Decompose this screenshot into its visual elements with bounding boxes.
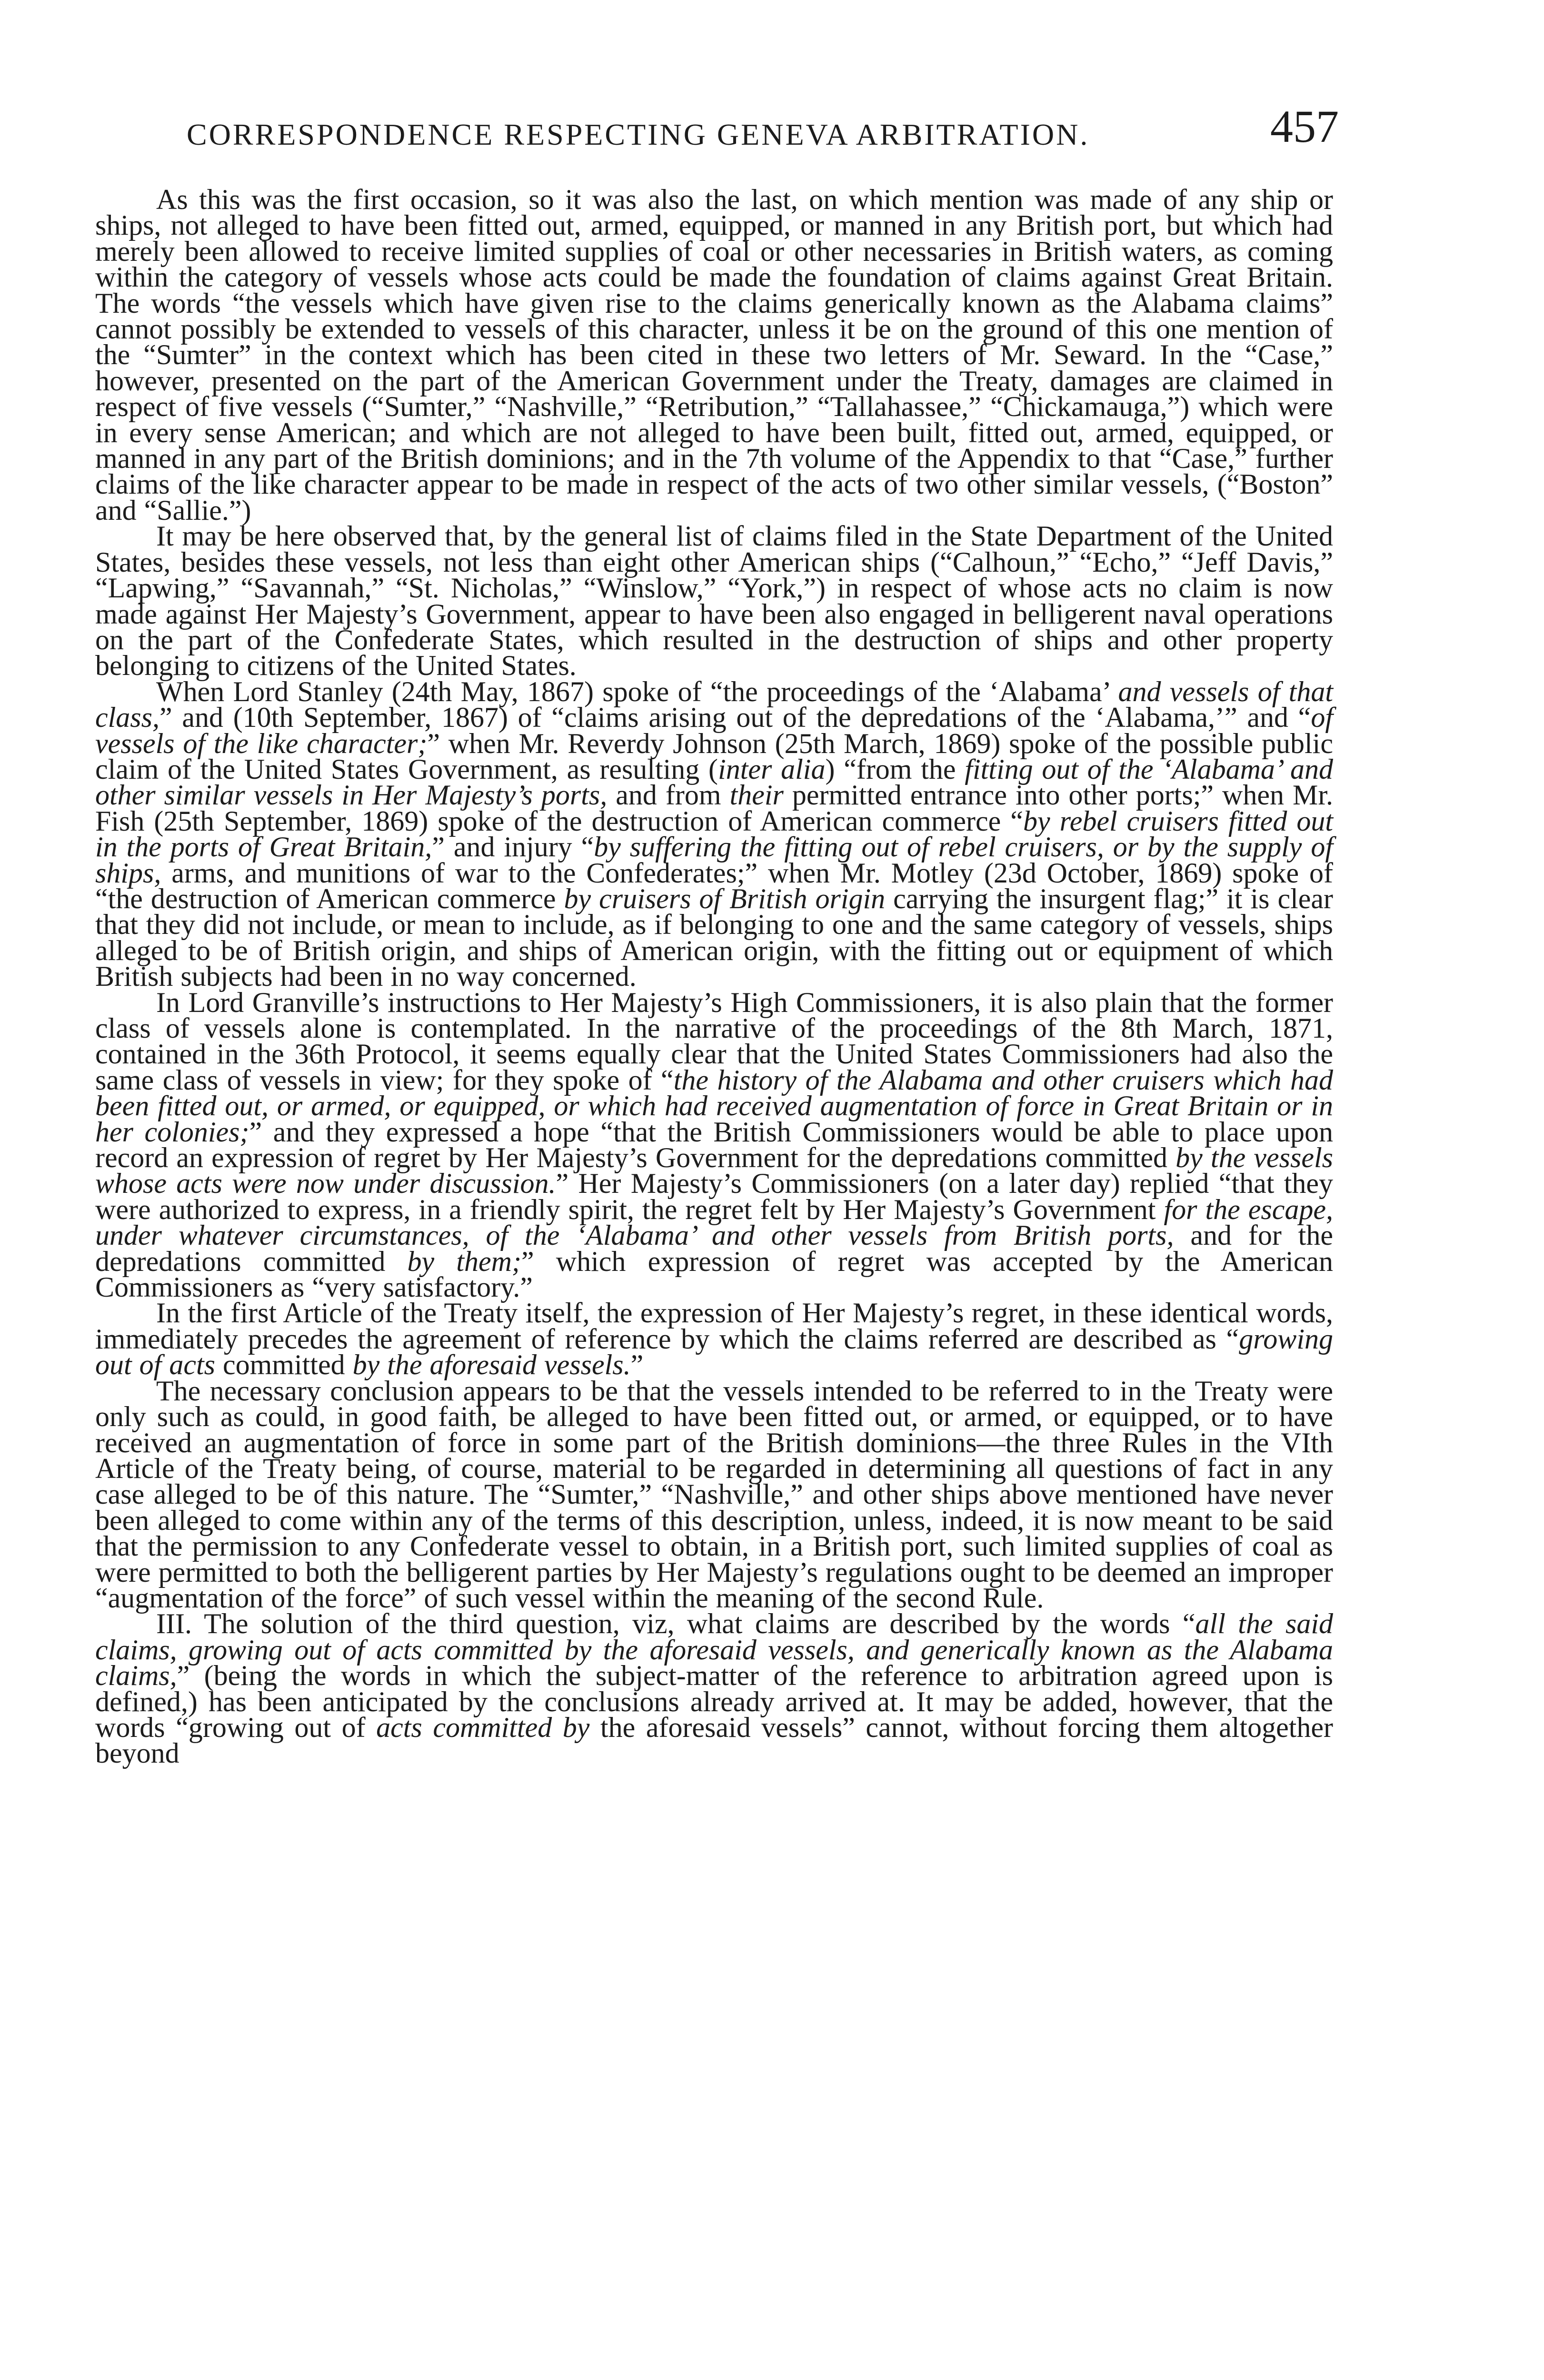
text-run: and from: [607, 779, 730, 811]
italic-run: for the escape, under whatever circumstances, of the ‘Alabama’ and other vessels from British ports,: [95, 1193, 1334, 1251]
text-run: the aforesaid vessels” cannot, without forcing them altogether beyond: [95, 1711, 1334, 1769]
text-run: ” and injury “: [432, 831, 594, 863]
body-text: [95, 184, 1334, 1769]
text-run: ) “from the: [825, 753, 965, 785]
paragraph-3: [95, 675, 1334, 992]
italic-run: by suffering the fitting out of rebel cruisers, or by the supply of ships,: [95, 831, 1333, 889]
text-run: permitted entrance into other ports;” when Mr. Fish (25th September, 1869) spoke of the destruction of American commerce “: [95, 779, 1333, 837]
italic-run: of vessels of the like character;: [95, 702, 1333, 759]
running-head: [187, 101, 1339, 161]
italic-run: by them;: [407, 1245, 521, 1277]
italic-run: all the said claims, growing out of acts committed by the aforesaid vessels, and generically known as the Alabama claims,: [95, 1608, 1333, 1692]
text-run: In Lord Granville’s instructions to Her Majesty’s High Commissioners, it is also plain that the former class of vessels alone is contemplated. In the narrative of the proceedings of the 8th March, 1871, contained in the 36th Protocol, it seems equally clear that the United States Commissioners had also the same class of vessels in view; for they spoke of “: [95, 986, 1333, 1096]
italic-run: the history of the Alabama and other cruisers which had been fitted out, or armed, or equipped, or which had received augmentation of force in Great Britain or in her colonies;: [95, 1064, 1334, 1148]
paragraph-7: [95, 1608, 1334, 1769]
text-run: When Lord Stanley (24th May, 1867) spoke of “the proceedings of the ‘Alabama’: [156, 675, 1118, 707]
text-run: It may be here observed that, by the general list of claims filed in the State Department of the United States, besides these vessels, not less than eight other American ships (“Calhoun,” “Echo,” “Jeff Davis,” “Lapwing,” “Savannah,” “St. Nicholas,” “Winslow,” “York,”) in respect of whose acts no claim is now made against Her Majesty’s Government, appear to have been also engaged in belligerent naval operations on the part of the Confederate States, which resulted in the destruction of ships and other property belonging to citizens of the United States.: [95, 520, 1333, 682]
paragraph-4: [95, 986, 1334, 1303]
text-run: III. The solution of the third question, viz, what claims are described by the words “: [156, 1608, 1195, 1640]
text-run: carrying the insurgent flag;” it is clear that they did not include, or mean to include, as if belonging to one and the same category of vessels, ships alleged to be of British origin, and ships of American origin, with the fitting out or equipment of which British subjects had been in no way concerned.: [95, 883, 1333, 992]
paragraph-5: [95, 1297, 1333, 1381]
text-run: The necessary conclusion appears to be that the vessels intended to be referred to in the Treaty were only such as could, in good faith, be alleged to have been fitted out, or armed, or equipped, or to have received an augmentation of force in some part of the British dominions—the three Rules in the VIth Article of the Treaty being, of course, material to be regarded in determining all questions of fact in any case alleged to be of this nature. The “Sumter,” “Nashville,” and other ships above mentioned have never been alleged to come within any of the terms of this description, unless, indeed, it is now meant to be said that the permission to any Confederate vessel to obtain, in a British port, such limited supplies of coal as were permitted to both the belligerent parties by Her Majesty’s regulations ought to be deemed an improper “augmentation of the force” of such vessel within the meaning of the second Rule.: [95, 1375, 1333, 1614]
italic-run: by the aforesaid vessels.: [352, 1349, 631, 1381]
italic-run: by rebel cruisers fitted out in the ports of Great Britain,: [95, 805, 1334, 863]
text-run: ” (being the words in which the subject-matter of the reference to arbitration agreed upon is defined,) has been anticipated by the conclusions already arrived at. It may be added, however, that the words “growing out of: [95, 1660, 1333, 1743]
paragraph-6: [95, 1375, 1333, 1614]
running-title: CORRESPONDENCE RESPECTING GENEVA ARBITRATION.: [187, 118, 1090, 151]
text-run: ” and they expressed a hope “that the British Commissioners would be able to place upon record an expression of regret by Her Majesty’s Government for the depredations committed: [95, 1116, 1333, 1174]
paragraph-1: [95, 184, 1333, 526]
text-run: and for the depredations committed: [95, 1220, 1333, 1277]
text-run: ” which expression of regret was accepted by the American Commissioners as “very satisfactory.”: [95, 1245, 1333, 1303]
italic-run: their: [729, 779, 784, 811]
text-run: committed: [215, 1349, 353, 1381]
text-run: ” Her Majesty’s Commissioners (on a later day) replied “that they were authorized to express, in a friendly spirit, the regret felt by Her Majesty’s Government: [95, 1168, 1334, 1225]
text-run: ”: [630, 1349, 644, 1381]
italic-run: by the vessels whose acts were now under discussion.: [95, 1142, 1334, 1200]
text-run: In the first Article of the Treaty itself, the expression of Her Majesty’s regret, in these identical words, immediately precedes the agreement of reference by which the claims referred are described as “: [95, 1297, 1333, 1355]
italic-run: and vessels of that class,: [95, 675, 1333, 734]
page-number: 457: [1270, 101, 1339, 152]
text-run: As this was the first occasion, so it was also the last, on which mention was made of any ship or ships, not alleged to have been fitted out, armed, equipped, or manned in any British port, but which had merely been allowed to receive limited supplies of coal or other necessaries in British waters, as coming within the category of vessels whose acts could be made the foundation of claims against Great Britain. The words “the vessels which have given rise to the claims generically known as the Alabama claims” cannot possibly be extended to vessels of this character, unless it be on the ground of this one mention of the “Sumter” in the context which has been cited in these two letters of Mr. Seward. In the “Case,” however, presented on the part of the American Government under the Treaty, damages are claimed in respect of five vessels (“Sumter,” “Nashville,” “Retribution,” “Tallahassee,” “Chickamauga,”) which were in every sense American; and which are not alleged to have been built, fitted out, armed, equipped, or manned in any part of the British dominions; and in the 7th volume of the Appendix to that “Case,” further claims of the like character appear to be made in respect of the acts of two other similar vessels, (“Boston” and “Sallie.”): [95, 184, 1333, 526]
text-run: ” when Mr. Reverdy Johnson (25th March, 1869) spoke of the possible public claim of the United States Government, as resulting (: [95, 727, 1333, 785]
paragraph-2: [95, 520, 1333, 682]
italic-run: by cruisers of British origin: [564, 883, 886, 914]
text-run: arms, and munitions of war to the Confederates;” when Mr. Motley (23d October, 1869) spoke of “the destruction of American commerce: [95, 857, 1333, 914]
italic-run: inter alia: [718, 753, 826, 785]
italic-run: growing out of acts: [95, 1323, 1333, 1381]
italic-run: acts committed by: [376, 1711, 590, 1743]
text-run: ” and (10th September, 1867) of “claims arising out of the depredations of the ‘Alabama,’” and “: [159, 702, 1311, 734]
italic-run: fitting out of the ‘Alabama’ and other similar vessels in Her Majesty’s ports,: [95, 753, 1333, 811]
